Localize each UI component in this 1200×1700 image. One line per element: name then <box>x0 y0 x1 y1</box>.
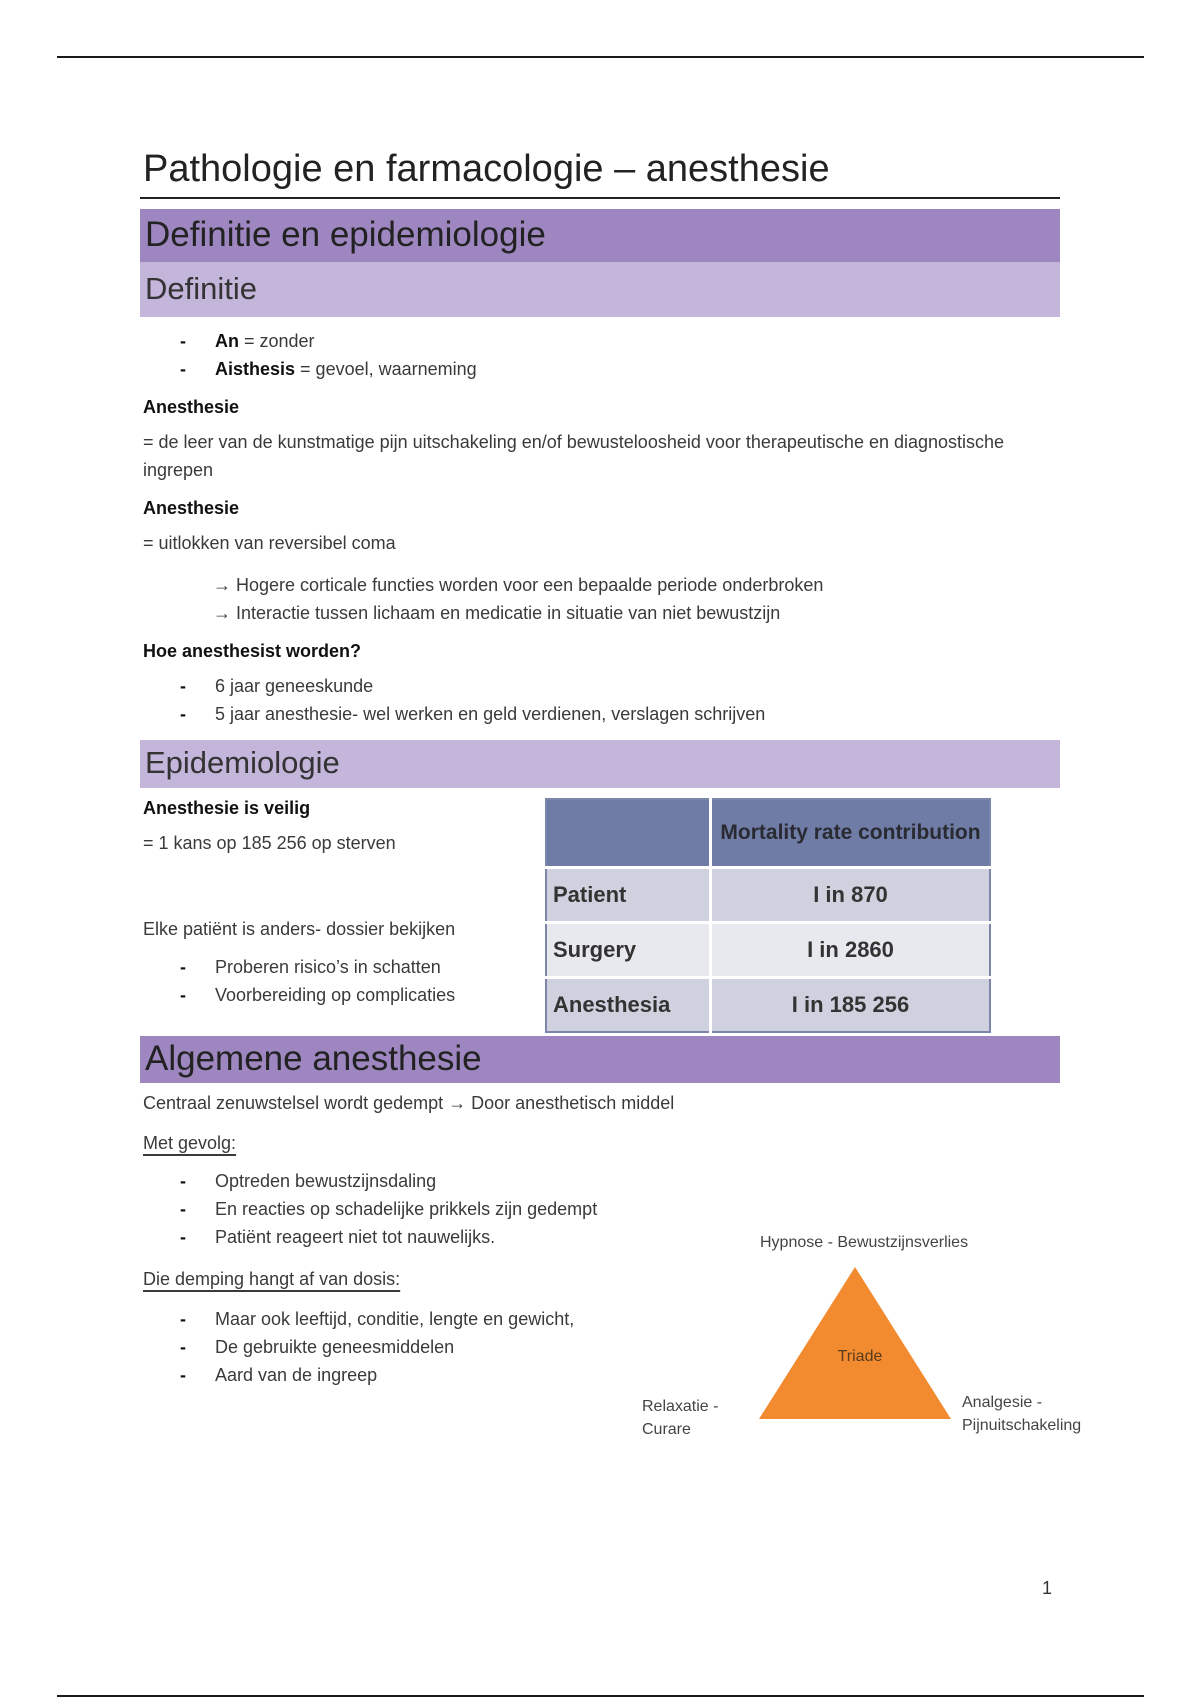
hoe-anesthesist-heading: Hoe anesthesist worden? <box>143 641 362 661</box>
veilig-heading: Anesthesie is veilig <box>143 798 311 818</box>
list-item: - Aard van de ingreep <box>140 1361 600 1389</box>
list-item: - Aisthesis = gevoel, waarneming <box>140 355 1060 383</box>
triad-triangle <box>755 1263 955 1423</box>
triad-label-relaxatie: Relaxatie - Curare <box>642 1398 719 1438</box>
table-header-mortality: Mortality rate contribution <box>711 799 991 868</box>
table-cell-value: I in 870 <box>711 868 991 923</box>
triangle-shape <box>759 1267 951 1419</box>
algemene-block <box>140 1089 1082 1529</box>
triad-label-hypnose: Hypnose - Bewustzijnsverlies <box>760 1234 969 1251</box>
triad-diagram <box>640 1231 1110 1461</box>
veilig-text: = 1 kans op 185 256 op sterven <box>143 833 396 853</box>
table-row <box>546 868 990 923</box>
subsection-heading-epidemiologie: Epidemiologie <box>140 740 1060 788</box>
list-item: - Maar ook leeftijd, conditie, lengte en gewicht, <box>140 1305 600 1333</box>
arrow-list <box>140 571 1060 627</box>
epidemiologie-block <box>140 788 1060 1036</box>
anesthesie-heading-2: Anesthesie <box>143 498 240 518</box>
list-item: - 5 jaar anesthesie- wel werken en geld verdienen, verslagen schrijven <box>140 700 1060 728</box>
list-item: - De gebruikte geneesmiddelen <box>140 1333 600 1361</box>
list-item: - An = zonder <box>140 327 1060 355</box>
table-row <box>546 923 990 978</box>
list-item: - En reacties op schadelijke prikkels zijn gedempt <box>140 1195 1060 1223</box>
demping-list <box>140 1305 600 1389</box>
list-item: - Patiënt reageert niet tot nauwelijks. <box>140 1223 1060 1251</box>
table-header-empty <box>546 799 711 868</box>
table-cell-label: Anesthesia <box>546 978 711 1033</box>
subsection-heading-definitie: Definitie <box>140 262 1060 317</box>
algemene-intro: Centraal zenuwstelsel wordt gedempt → Door anesthetisch middel <box>143 1093 675 1113</box>
anesthesie-definition-1: = de leer van de kunstmatige pijn uitschakeling en/of bewusteloosheid voor therapeutische en diagnostische ingrepen <box>143 432 1005 480</box>
arrow-item: → Hogere corticale functies worden voor een bepaalde periode onderbroken <box>213 575 824 595</box>
section-heading-algemene-anesthesie: Algemene anesthesie <box>140 1036 1060 1083</box>
term-list <box>140 327 1060 383</box>
section-heading-definitie-epidemiologie: Definitie en epidemiologie <box>140 209 1060 262</box>
triad-label-analgesie: Analgesie - Pijnuitschakeling <box>962 1394 1082 1434</box>
bottom-rule <box>57 1695 1144 1697</box>
page-number: 1 <box>1042 1578 1053 1598</box>
top-rule <box>57 56 1144 58</box>
gevolg-heading: Met gevolg: <box>143 1133 237 1153</box>
list-item: - Optreden bewustzijnsdaling <box>140 1167 1060 1195</box>
table-cell-value: I in 185 256 <box>711 978 991 1033</box>
list-item: - 6 jaar geneeskunde <box>140 672 1060 700</box>
table-header-row <box>546 799 990 868</box>
table-cell-value: I in 2860 <box>711 923 991 978</box>
table-cell-label: Patient <box>546 868 711 923</box>
hoe-list <box>140 672 1060 728</box>
elke-patient-text: Elke patiënt is anders- dossier bekijken <box>143 919 456 939</box>
triad-center-label: Triade <box>837 1348 883 1365</box>
document-title: Pathologie en farmacologie – anesthesie <box>140 140 1060 199</box>
table-cell-label: Surgery <box>546 923 711 978</box>
demping-heading: Die demping hangt af van dosis: <box>143 1269 401 1289</box>
anesthesie-definition-2: = uitlokken van reversibel coma <box>143 533 396 553</box>
arrow-item: → Interactie tussen lichaam en medicatie in situatie van niet bewustzijn <box>213 603 781 623</box>
list-item: - Proberen risico’s in schatten <box>140 953 540 981</box>
mortality-table <box>545 798 991 1033</box>
table-row <box>546 978 990 1033</box>
list-item: - Voorbereiding op complicaties <box>140 981 540 1009</box>
epidemiologie-list <box>140 953 540 1009</box>
epidemiologie-text <box>140 788 540 1009</box>
anesthesie-heading-1: Anesthesie <box>143 397 240 417</box>
page-content <box>140 140 1082 1529</box>
